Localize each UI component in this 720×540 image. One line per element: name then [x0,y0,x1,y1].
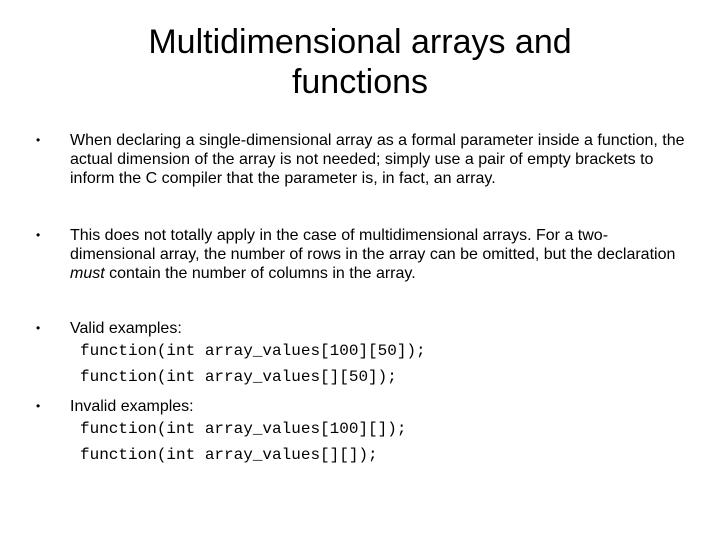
emphasis-text: must [70,265,105,282]
code-example-invalid-2: function(int array_values[][]); [80,446,378,464]
bullet-text: When declaring a single-dimensional array as a formal parameter inside a function, the actual dimension of the array is not needed; simply use a pair of empty brackets to inform the C compiler that the parameter is, in fact, an array. [70,132,685,187]
code-example-valid-2: function(int array_values[][50]); [80,368,397,386]
bullet-dot: • [36,321,41,335]
bullet-dot: • [36,228,41,242]
bullet-dot: • [36,133,41,147]
bullet-dot: • [36,399,41,413]
code-example-invalid-1: function(int array_values[100][]); [80,420,407,438]
bullet-text: Valid examples: [70,320,182,337]
bullet-text-part: This does not totally apply in the case of multidimensional arrays. For a two-dimensional array, the number of rows in the array can be omitted, but the declaration [70,227,676,263]
bullet-text [70,226,686,283]
code-example-valid-1: function(int array_values[100][50]); [80,342,426,360]
title-line-2: functions [291,63,429,101]
bullet-text: Invalid examples: [70,398,194,415]
title-line-1: Multidimensional arrays and [148,23,572,61]
bullet-text-part: contain the number of columns in the array. [104,265,416,282]
